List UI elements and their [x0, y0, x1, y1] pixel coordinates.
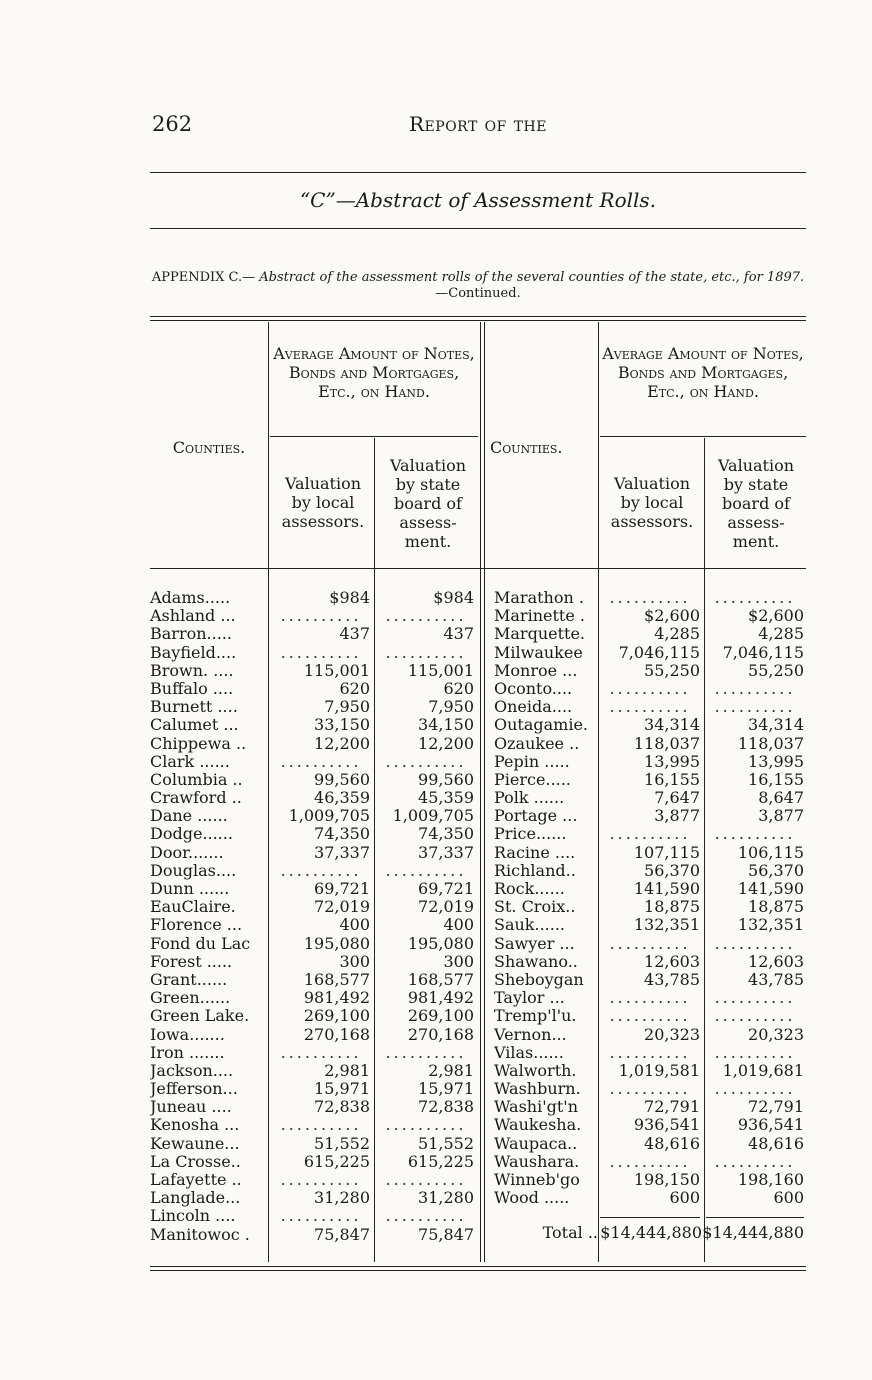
right-state-column [706, 589, 804, 1207]
local-valuation-cell: 72,019 [314, 898, 370, 917]
state-valuation-cell: 16,155 [748, 770, 804, 789]
state-valuation-cell: 195,080 [407, 934, 474, 953]
county-name: Sawyer ... [494, 934, 575, 953]
local-valuation-cell: 1,019,581 [618, 1061, 700, 1080]
local-valuation-cell: 7,950 [324, 698, 370, 717]
local-valuation-cell: 2,981 [324, 1061, 370, 1080]
local-valuation-cell: 4,285 [654, 625, 700, 644]
total-state: $14,444,880 [702, 1223, 804, 1242]
county-name: Pierce..... [494, 770, 571, 789]
group-header-right: Average Amount of Notes, Bonds and Mortgages, Etc., on Hand. [602, 344, 804, 401]
empty-value-leader: .......... [280, 861, 362, 880]
empty-value-leader: .......... [609, 1080, 691, 1099]
local-valuation-cell: 115,001 [303, 661, 370, 680]
county-name: Sauk...... [494, 916, 566, 935]
table-bottom-rule [150, 1266, 806, 1267]
empty-value-leader: .......... [609, 934, 691, 953]
col-divider [484, 322, 485, 1262]
county-name: Vilas...... [494, 1043, 564, 1062]
local-valuation-cell: 118,037 [633, 734, 700, 753]
county-name: Oneida.... [494, 698, 573, 717]
local-valuation-cell: 51,552 [314, 1134, 370, 1153]
counties-header-left: Counties. [172, 438, 246, 457]
state-valuation-cell: 48,616 [748, 1134, 804, 1153]
county-name: Portage ... [494, 807, 578, 826]
table-top-rule-2 [150, 320, 806, 321]
state-valuation-cell: 118,037 [737, 734, 804, 753]
county-name: Door....... [150, 843, 224, 862]
left-state-column [378, 589, 474, 1244]
col-divider [268, 322, 269, 1262]
empty-value-leader: .......... [609, 825, 691, 844]
county-name: Clark ...... [150, 752, 230, 771]
county-name: Taylor ... [494, 989, 565, 1008]
empty-value-leader: .......... [609, 1007, 691, 1026]
empty-value-leader: .......... [609, 698, 691, 717]
state-valuation-cell: 18,875 [748, 898, 804, 917]
state-valuation-cell: 198,160 [737, 1171, 804, 1189]
state-valuation-cell: 115,001 [407, 661, 474, 680]
empty-value-leader: .......... [280, 1116, 362, 1135]
county-name: Kenosha ... [150, 1116, 240, 1135]
local-valuation-cell: $984 [329, 589, 370, 607]
county-name: Green...... [150, 989, 231, 1008]
state-valuation-cell: 43,785 [748, 970, 804, 989]
empty-value-leader: .......... [714, 1007, 796, 1026]
empty-value-leader: .......... [280, 1171, 362, 1189]
state-valuation-cell: 69,721 [418, 880, 474, 898]
empty-value-leader: .......... [385, 1043, 467, 1062]
county-name: Outagamie. [494, 716, 589, 735]
county-name: St. Croix.. [494, 898, 576, 917]
county-name: Winneb'go [494, 1171, 580, 1189]
state-valuation-cell: 615,225 [407, 1152, 474, 1171]
empty-value-leader: .......... [609, 589, 691, 607]
state-valuation-cell: 15,971 [418, 1080, 474, 1099]
local-valuation-cell: 43,785 [644, 970, 700, 989]
state-valuation-cell: 981,492 [407, 989, 474, 1008]
empty-value-leader: .......... [385, 1171, 467, 1189]
state-valuation-cell: 1,019,681 [722, 1061, 804, 1080]
empty-value-leader: .......... [385, 752, 467, 771]
local-valuation-cell: 55,250 [644, 661, 700, 680]
local-valuation-cell: 75,847 [314, 1225, 370, 1244]
section-subtitle: “C”—Abstract of Assessment Rolls. [299, 188, 657, 212]
state-valuation-cell: 141,590 [737, 880, 804, 898]
left-county-column [150, 589, 266, 1244]
empty-value-leader: .......... [280, 607, 362, 626]
state-valuation-cell: 620 [443, 679, 474, 698]
local-valuation-cell: 13,995 [644, 752, 700, 771]
state-header-left: Valuation by state board of assess-ment. [389, 456, 467, 551]
county-name: Lafayette .. [150, 1171, 242, 1189]
subtitle-rule [150, 228, 806, 229]
table-bottom-rule-2 [150, 1270, 806, 1271]
county-name: Burnett .... [150, 698, 238, 717]
state-valuation-cell: $984 [433, 589, 474, 607]
state-valuation-cell: 600 [773, 1189, 804, 1208]
county-name: Ozaukee .. [494, 734, 580, 753]
empty-value-leader: .......... [714, 589, 796, 607]
county-name: Columbia .. [150, 770, 243, 789]
empty-value-leader: .......... [385, 643, 467, 662]
local-valuation-cell: 16,155 [644, 770, 700, 789]
local-valuation-cell: 936,541 [633, 1116, 700, 1135]
running-head-title: Report of the [409, 112, 547, 136]
county-name: Juneau .... [150, 1098, 232, 1117]
state-valuation-cell: 106,115 [737, 843, 804, 862]
running-header [148, 112, 808, 142]
county-name: Waushara. [494, 1152, 580, 1171]
counties-header-right: Counties. [490, 438, 563, 457]
col-divider [704, 438, 705, 1262]
local-valuation-cell: 437 [339, 625, 370, 644]
local-valuation-cell: 269,100 [303, 1007, 370, 1026]
right-local-column [600, 589, 700, 1207]
state-valuation-cell: 132,351 [737, 916, 804, 935]
local-valuation-cell: $2,600 [644, 607, 700, 626]
county-name: Brown. .... [150, 661, 234, 680]
local-valuation-cell: 620 [339, 679, 370, 698]
county-name: Marinette . [494, 607, 585, 626]
county-name: Tremp'l'u. [494, 1007, 577, 1026]
local-valuation-cell: 300 [339, 952, 370, 971]
col-divider [374, 438, 375, 1262]
empty-value-leader: .......... [280, 1207, 362, 1226]
local-valuation-cell: 12,200 [314, 734, 370, 753]
county-name: Crawford .. [150, 789, 242, 808]
state-valuation-cell: 34,314 [748, 716, 804, 735]
county-name: Manitowoc . [150, 1225, 250, 1244]
state-valuation-cell: 300 [443, 952, 474, 971]
state-valuation-cell: 72,791 [748, 1098, 804, 1117]
empty-value-leader: .......... [385, 1116, 467, 1135]
state-valuation-cell: 45,359 [418, 789, 474, 808]
empty-value-leader: .......... [280, 752, 362, 771]
empty-value-leader: .......... [714, 825, 796, 844]
county-name: Marquette. [494, 625, 585, 644]
local-valuation-cell: 15,971 [314, 1080, 370, 1099]
local-valuation-cell: 34,314 [644, 716, 700, 735]
county-name: Lincoln .... [150, 1207, 236, 1226]
local-valuation-cell: 48,616 [644, 1134, 700, 1153]
county-name: Barron..... [150, 625, 232, 644]
col-divider [598, 322, 599, 1262]
state-valuation-cell: 37,337 [418, 843, 474, 862]
local-valuation-cell: 270,168 [303, 1025, 370, 1044]
state-valuation-cell: 55,250 [748, 661, 804, 680]
state-valuation-cell: 72,838 [418, 1098, 474, 1117]
county-name: Oconto.... [494, 679, 573, 698]
local-valuation-cell: 132,351 [633, 916, 700, 935]
local-valuation-cell: 141,590 [633, 880, 700, 898]
local-valuation-cell: 195,080 [303, 934, 370, 953]
county-name: Rock...... [494, 880, 565, 898]
table-top-rule [150, 316, 806, 317]
empty-value-leader: .......... [714, 698, 796, 717]
local-valuation-cell: 400 [339, 916, 370, 935]
county-name: Adams..... [150, 589, 231, 607]
header-rule [150, 172, 806, 173]
state-valuation-cell: $2,600 [748, 607, 804, 626]
empty-value-leader: .......... [714, 934, 796, 953]
local-valuation-cell: 69,721 [314, 880, 370, 898]
county-name: Douglas.... [150, 861, 237, 880]
county-name: Richland.. [494, 861, 576, 880]
empty-value-leader: .......... [609, 679, 691, 698]
county-name: Pepin ..... [494, 752, 570, 771]
county-name: La Crosse.. [150, 1152, 241, 1171]
county-name: Sheboygan [494, 970, 584, 989]
county-name: Shawano.. [494, 952, 578, 971]
county-name: Bayfield.... [150, 643, 237, 662]
empty-value-leader: .......... [609, 1152, 691, 1171]
local-valuation-cell: 12,603 [644, 952, 700, 971]
group-header-left: Average Amount of Notes, Bonds and Mortgages, Etc., on Hand. [273, 344, 475, 401]
state-valuation-cell: 13,995 [748, 752, 804, 771]
state-valuation-cell: 7,950 [428, 698, 474, 717]
appendix-continued: —Continued. [435, 286, 521, 301]
state-valuation-cell: 8,647 [758, 789, 804, 808]
total-local: $14,444,880 [600, 1223, 702, 1242]
county-name: Wood ..... [494, 1189, 570, 1208]
county-name: Florence ... [150, 916, 243, 935]
local-valuation-cell: 20,323 [644, 1025, 700, 1044]
county-name: Grant...... [150, 970, 228, 989]
appendix-label: APPENDIX C.— [151, 270, 256, 285]
state-valuation-cell: 270,168 [407, 1025, 474, 1044]
state-valuation-cell: 400 [443, 916, 474, 935]
local-valuation-cell: 18,875 [644, 898, 700, 917]
empty-value-leader: .......... [385, 861, 467, 880]
county-name: Vernon... [494, 1025, 567, 1044]
county-name: Forest ..... [150, 952, 233, 971]
total-label: Total .. [542, 1223, 598, 1242]
county-name: Polk ...... [494, 789, 565, 808]
county-name: Green Lake. [150, 1007, 250, 1026]
county-name: Price...... [494, 825, 567, 844]
col-divider [480, 322, 481, 1262]
county-name: EauClaire. [150, 898, 236, 917]
state-valuation-cell: 4,285 [758, 625, 804, 644]
state-valuation-cell: 51,552 [418, 1134, 474, 1153]
group-header-rule [270, 436, 478, 437]
state-valuation-cell: 168,577 [407, 970, 474, 989]
empty-value-leader: .......... [385, 1207, 467, 1226]
empty-value-leader: .......... [385, 607, 467, 626]
local-valuation-cell: 1,009,705 [288, 807, 370, 826]
local-valuation-cell: 7,647 [654, 789, 700, 808]
state-valuation-cell: 74,350 [418, 825, 474, 844]
empty-value-leader: .......... [280, 643, 362, 662]
county-name: Waupaca.. [494, 1134, 578, 1153]
assessment-table [150, 316, 806, 1276]
right-county-column [494, 589, 598, 1207]
local-header-right: Valuation by local assessors. [610, 474, 694, 531]
state-valuation-cell: 936,541 [737, 1116, 804, 1135]
county-name: Fond du Lac [150, 934, 251, 953]
state-valuation-cell: 72,019 [418, 898, 474, 917]
appendix-caption [148, 270, 808, 302]
county-name: Racine .... [494, 843, 576, 862]
county-name: Dane ...... [150, 807, 228, 826]
sum-rule [706, 1217, 804, 1218]
empty-value-leader: .......... [280, 1043, 362, 1062]
county-name: Dodge...... [150, 825, 233, 844]
county-name: Dunn ...... [150, 880, 230, 898]
state-valuation-cell: 31,280 [418, 1189, 474, 1208]
county-name: Milwaukee [494, 643, 583, 662]
local-valuation-cell: 7,046,115 [618, 643, 700, 662]
local-valuation-cell: 99,560 [314, 770, 370, 789]
empty-value-leader: .......... [714, 679, 796, 698]
local-valuation-cell: 31,280 [314, 1189, 370, 1208]
local-valuation-cell: 37,337 [314, 843, 370, 862]
empty-value-leader: .......... [714, 1080, 796, 1099]
county-name: Washburn. [494, 1080, 581, 1099]
local-valuation-cell: 72,838 [314, 1098, 370, 1117]
county-name: Washi'gt'n [494, 1098, 578, 1117]
local-valuation-cell: 74,350 [314, 825, 370, 844]
group-header-rule [600, 436, 806, 437]
state-valuation-cell: 3,877 [758, 807, 804, 826]
appendix-caption-text: Abstract of the assessment rolls of the several counties of the state, etc., for 1897. [259, 270, 805, 285]
local-valuation-cell: 33,150 [314, 716, 370, 735]
page-number: 262 [152, 112, 193, 136]
local-valuation-cell: 107,115 [633, 843, 700, 862]
empty-value-leader: .......... [714, 989, 796, 1008]
county-name: Langlade... [150, 1189, 241, 1208]
empty-value-leader: .......... [609, 1043, 691, 1062]
local-valuation-cell: 981,492 [303, 989, 370, 1008]
local-valuation-cell: 72,791 [644, 1098, 700, 1117]
county-name: Iowa....... [150, 1025, 225, 1044]
state-header-right: Valuation by state board of assess-ment. [717, 456, 795, 551]
state-valuation-cell: 2,981 [428, 1061, 474, 1080]
state-valuation-cell: 7,046,115 [722, 643, 804, 662]
county-name: Marathon . [494, 589, 584, 607]
local-valuation-cell: 600 [669, 1189, 700, 1208]
state-valuation-cell: 20,323 [748, 1025, 804, 1044]
local-valuation-cell: 198,150 [633, 1171, 700, 1189]
county-name: Jackson.... [150, 1061, 234, 1080]
county-name: Walworth. [494, 1061, 577, 1080]
state-valuation-cell: 12,200 [418, 734, 474, 753]
header-bottom-rule [150, 568, 806, 569]
local-valuation-cell: 3,877 [654, 807, 700, 826]
empty-value-leader: .......... [714, 1152, 796, 1171]
local-header-left: Valuation by local assessors. [281, 474, 365, 531]
county-name: Jefferson... [150, 1080, 238, 1099]
empty-value-leader: .......... [714, 1043, 796, 1062]
state-valuation-cell: 34,150 [418, 716, 474, 735]
county-name: Kewaune... [150, 1134, 240, 1153]
county-name: Ashland ... [150, 607, 236, 626]
local-valuation-cell: 56,370 [644, 861, 700, 880]
state-valuation-cell: 12,603 [748, 952, 804, 971]
state-valuation-cell: 56,370 [748, 861, 804, 880]
sum-rule [600, 1217, 700, 1218]
local-valuation-cell: 46,359 [314, 789, 370, 808]
state-valuation-cell: 99,560 [418, 770, 474, 789]
county-name: Calumet ... [150, 716, 239, 735]
state-valuation-cell: 1,009,705 [392, 807, 474, 826]
left-local-column [272, 589, 370, 1244]
county-name: Monroe ... [494, 661, 578, 680]
local-valuation-cell: 615,225 [303, 1152, 370, 1171]
county-name: Chippewa .. [150, 734, 247, 753]
state-valuation-cell: 437 [443, 625, 474, 644]
state-valuation-cell: 269,100 [407, 1007, 474, 1026]
state-valuation-cell: 75,847 [418, 1225, 474, 1244]
local-valuation-cell: 168,577 [303, 970, 370, 989]
county-name: Waukesha. [494, 1116, 582, 1135]
county-name: Iron ....... [150, 1043, 225, 1062]
county-name: Buffalo .... [150, 679, 234, 698]
empty-value-leader: .......... [609, 989, 691, 1008]
